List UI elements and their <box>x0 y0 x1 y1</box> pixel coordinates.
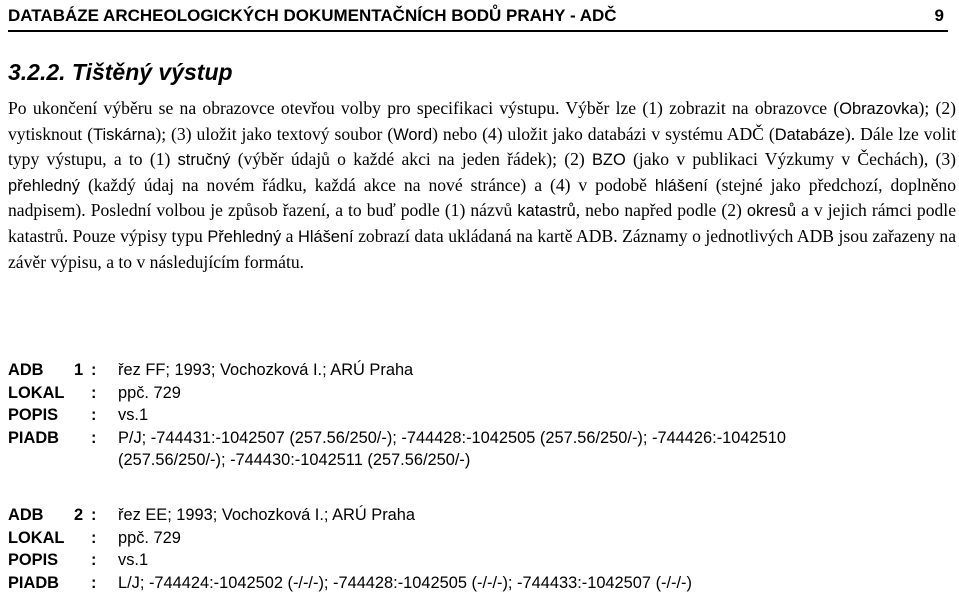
field-value: L/J; -744424:-1042502 (-/-/-); -744428:-1042505 (-/-/-); -744433:-1042507 (-/-/-) <box>118 573 692 592</box>
page-header <box>8 6 948 32</box>
text-run: a v jejich rámci podle katastrů. Pouze výpisy typu <box>8 200 956 246</box>
option-prehledny: přehledný <box>8 176 80 195</box>
field-colon: : <box>91 428 97 447</box>
field-key: LOKAL <box>8 383 65 402</box>
record-number: 1 <box>74 361 84 379</box>
field-value: ppč. 729 <box>118 528 181 547</box>
field-value: řez FF; 1993; Vochozková I.; ARÚ Praha <box>118 361 414 379</box>
field-key: POPIS <box>8 551 59 569</box>
text-run: (jako v publikaci Výzkumy v Čechách), (3) <box>625 149 956 170</box>
option-hlaseni: hlášení <box>654 176 708 195</box>
text-run: a <box>281 225 299 246</box>
text-run: zobrazí data ukládaná na kartě ADB. Záznamy o jednotlivých ADB jsou zařazeny na závěr výpisu, a to v následujícím formátu. <box>8 225 957 272</box>
option-databaze: Databáze <box>774 125 845 144</box>
option-obrazovka: Obrazovka <box>839 100 919 118</box>
field-key: ADB <box>8 361 44 379</box>
option-bzo: BZO <box>592 151 626 170</box>
section-heading: 3.2.2. Tištěný výstup <box>8 59 233 85</box>
option-katastru: katastrů <box>517 202 576 221</box>
option-word: Word <box>393 125 433 144</box>
option-strucny: stručný <box>177 151 231 170</box>
field-value: řez EE; 1993; Vochozková I.; ARÚ Praha <box>118 506 416 524</box>
text-run: ); (2) vytisknout ( <box>8 98 957 144</box>
field-colon: : <box>91 506 97 524</box>
text-run: Po ukončení výběru se na obrazovce otevřou volby pro specifikaci výstupu. Výběr lze (1) zobrazit na obrazovce ( <box>8 98 840 118</box>
field-key: PIADB <box>8 573 59 592</box>
text-run: (každý údaj na novém řádku, každá akce na nové stránce) a (4) v podobě <box>80 174 655 195</box>
option-prehledny-2: Přehledný <box>207 227 282 246</box>
text-run: , nebo napřed podle (2) <box>575 200 747 221</box>
field-key: LOKAL <box>8 528 65 547</box>
field-colon: : <box>91 551 97 569</box>
text-run: (výběr údajů o každé akci na jeden řádek); (2) <box>230 149 592 170</box>
text-run: ); (3) uložit jako textový soubor ( <box>155 123 394 144</box>
header-title: DATABÁZE ARCHEOLOGICKÝCH DOKUMENTAČNÍCH BODŮ PRAHY - ADČ <box>8 6 617 25</box>
field-value: ppč. 729 <box>118 383 181 402</box>
field-value: (257.56/250/-); -744430:-1042511 (257.56/250/-) <box>118 451 471 469</box>
field-key: POPIS <box>8 406 59 424</box>
field-colon: : <box>91 383 97 402</box>
field-colon: : <box>91 528 97 547</box>
field-colon: : <box>91 573 97 592</box>
record-number: 2 <box>74 506 84 524</box>
body-paragraph <box>8 96 956 274</box>
field-colon: : <box>91 406 97 424</box>
field-value: P/J; -744431:-1042507 (257.56/250/-); -744428:-1042505 (257.56/250/-); -744426:-1042510 <box>118 428 786 447</box>
field-value: vs.1 <box>118 406 149 424</box>
field-key: PIADB <box>8 428 59 447</box>
field-colon: : <box>91 361 97 379</box>
field-value: vs.1 <box>118 551 149 569</box>
option-tiskarna: Tiskárna <box>93 125 156 144</box>
option-okresu: okresů <box>746 202 797 221</box>
field-key: ADB <box>8 506 44 524</box>
page-number: 9 <box>934 6 944 25</box>
text-run: ) nebo (4) uložit jako databázi v systému ADČ ( <box>432 123 775 144</box>
option-hlaseni-2: Hlášení <box>298 227 354 246</box>
text-run: ). Dále lze volit typy výstupu, a to (1) <box>8 123 956 170</box>
text-run: (stejné jako předchozí, doplněno nadpisem). Poslední volbou je způsob řazení, a to buď podle (1) názvů <box>8 174 956 221</box>
